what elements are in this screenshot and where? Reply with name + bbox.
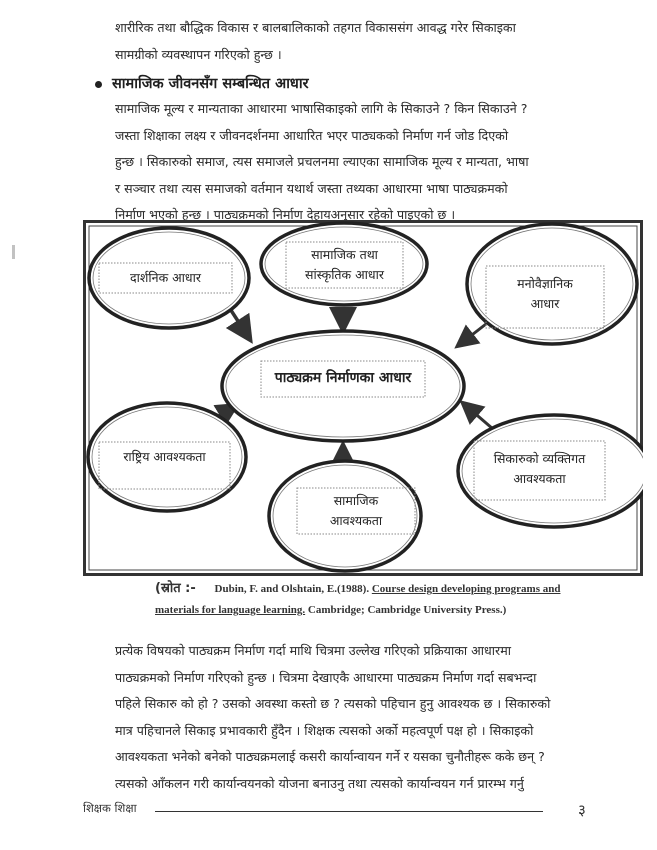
paragraph-line: हुन्छ । सिकारुको समाज, त्यस समाजले प्रचलनमा ल्याएका सामाजिक मूल्य र मान्यता, भाषा — [115, 154, 529, 169]
citation-line-1 — [155, 578, 615, 600]
intro-paragraph — [115, 15, 605, 68]
paragraph-line: निर्माण भएको हुन्छ । पाठ्यक्रमको निर्माण देहायअनुसार रहेको पाइएको छ । — [115, 207, 456, 222]
body-paragraph — [115, 638, 605, 797]
node-label-line: दार्शनिक आधार — [130, 270, 201, 285]
paragraph-line: सामाजिक मूल्य र मान्यताका आधारमा भाषासिकाइको लागि के सिकाउने ? किन सिकाउने ? — [115, 101, 528, 116]
paragraph-line: पाठ्यक्रमको निर्माण गरिएको हुन्छ । चित्रमा देखाएकै आधारमा पाठ्यक्रम निर्माण गर्दा सबभन्दा — [115, 669, 537, 685]
scan-artifact — [12, 245, 15, 259]
paragraph-line: जस्ता शिक्षाका लक्ष्य र जीवनदर्शनमा आधारित भएर पाठ्यकको निर्माण गर्न जोड दिएको — [115, 127, 509, 143]
citation-authors: Dubin, F. and Olshtain, E.(1988). — [214, 583, 370, 595]
node-label-line: मनोवैज्ञानिक — [517, 276, 573, 291]
section-paragraph — [115, 96, 605, 229]
paragraph-line: शारीरिक तथा बौद्धिक विकास र बालबालिकाको तहगत विकाससंग आवद्ध गरेर सिकाइका — [115, 20, 516, 35]
node-label-line: सामाजिक — [333, 493, 379, 508]
node-label-line: सामाजिक तथा — [311, 247, 378, 262]
citation-title-part2: materials for language learning. — [155, 604, 306, 616]
page-number: ३ — [578, 801, 586, 819]
node-label-learner-need — [474, 449, 605, 489]
paragraph-line: मात्र पहिचानले सिकाइ प्रभावकारी हुँदैन । शिक्षक त्यसको अर्को महत्वपूर्ण पक्ष हो । सिकाइको — [115, 722, 534, 738]
arrow-learner-need — [464, 404, 493, 429]
node-label-line: आवश्यकता — [513, 471, 566, 486]
paragraph-line: र सञ्चार तथा त्यस समाजको वर्तमान यथार्थ जस्ता तथ्यका आधारमा भाषा पाठ्यक्रमको — [115, 180, 508, 196]
node-label-center — [261, 368, 425, 388]
node-label-line: आवश्यकता — [329, 513, 383, 528]
paragraph-line: सामग्रीको व्यवस्थापन गरिएको हुन्छ । — [115, 46, 282, 62]
node-label-philosophical — [99, 268, 232, 288]
section-heading-text: सामाजिक जीवनसँग सम्बन्धित आधार — [112, 76, 309, 92]
node-label-line: सिकारुको व्यक्तिगत — [493, 451, 586, 466]
bullet-icon — [95, 81, 102, 88]
footer-title: शिक्षक शिक्षा — [83, 801, 137, 815]
citation-publisher: Cambridge; Cambridge University Press.) — [307, 604, 507, 616]
page-footer — [83, 801, 623, 821]
node-label-psychological — [486, 274, 604, 314]
source-label: (स्रोत :- — [155, 581, 196, 596]
node-label-line: राष्ट्रिय आवश्यकता — [123, 449, 206, 464]
curriculum-foundations-diagram — [83, 220, 643, 576]
paragraph-line: पहिले सिकारु को हो ? उसको अवस्था कस्तो छ ? त्यसको पहिचान हुनु आवश्यक छ । सिकारुको — [115, 696, 551, 711]
arrow-psychological — [459, 324, 486, 345]
node-label-line: सांस्कृतिक आधार — [305, 267, 384, 282]
node-label-socio-cultural — [286, 245, 403, 285]
node-label-line: आधार — [530, 296, 560, 311]
node-label-national-need — [99, 447, 230, 467]
citation-line-2 — [155, 600, 615, 621]
paragraph-line: प्रत्येक विषयको पाठ्यक्रम निर्माण गर्दा माथि चित्रमा उल्लेख गरिएको प्रक्रियाका आधारमा — [115, 643, 511, 658]
citation-title-part1: Course design developing programs and — [371, 583, 561, 595]
footer-rule — [155, 811, 543, 812]
paragraph-line: त्यसको आँकलन गरी कार्यान्वयनको योजना बनाउनु तथा त्यसको कार्यान्वयन गर्न प्रारम्भ गर्नु — [115, 775, 524, 791]
source-citation — [155, 578, 615, 621]
node-label-line: पाठ्यक्रम निर्माणका आधार — [274, 370, 412, 386]
section-heading — [95, 73, 309, 93]
paragraph-line: आवश्यकता भनेको बनेको पाठ्यक्रमलाई कसरी कार्यान्वायन गर्ने र यसका चुनौतीहरू कके छन् ? — [115, 749, 545, 764]
node-label-social-need — [297, 491, 415, 531]
